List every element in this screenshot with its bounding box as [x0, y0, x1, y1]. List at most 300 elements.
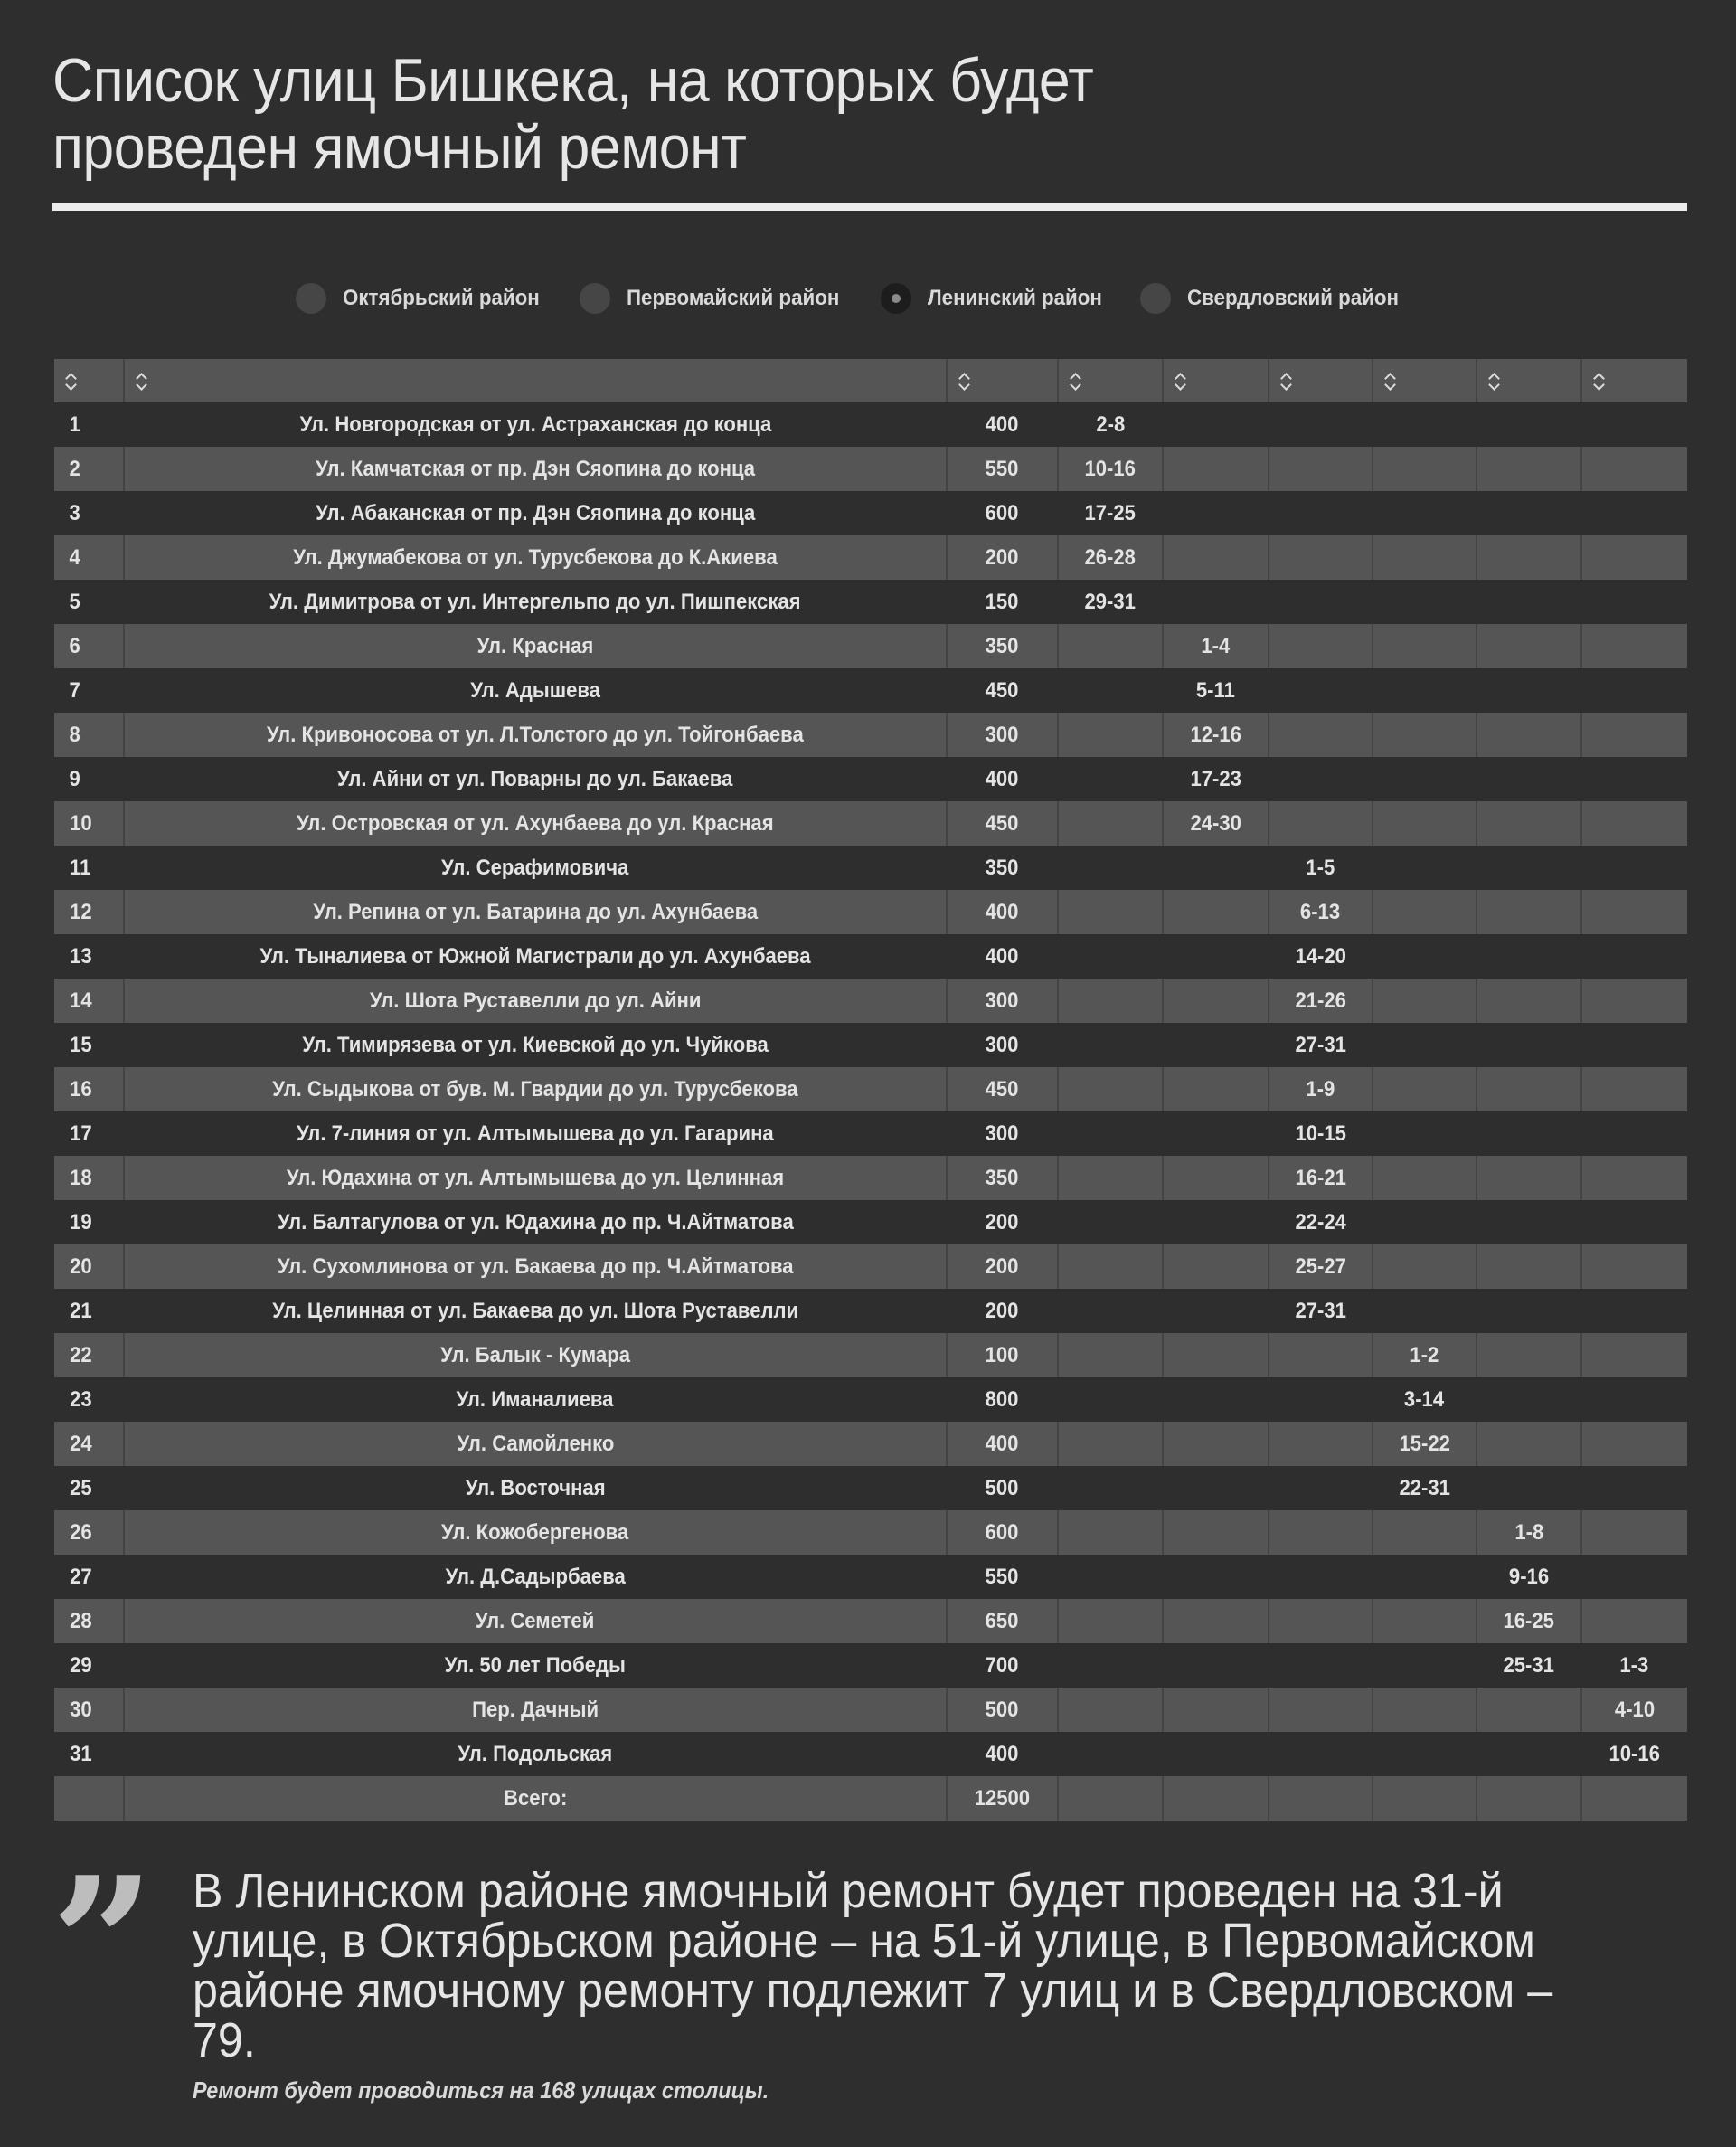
- street-name: [124, 1555, 947, 1599]
- date-range-cell: [1163, 934, 1269, 979]
- quote-text: В Ленинском районе ямочный ремонт будет проведен на 31-й улице, в Октябрьском районе – на 51-й улице, в Первомайском районе ямочному ремонту подлежит 7 улиц и в Свердловском – 79.: [193, 1864, 1553, 2067]
- row-number-text: 23: [70, 1386, 92, 1412]
- date-range-cell: [1581, 1599, 1687, 1643]
- row-number: [54, 1466, 124, 1510]
- date-range-cell: [1058, 1732, 1163, 1776]
- row-number-text: 7: [69, 677, 80, 703]
- date-range-cell: [1269, 1289, 1373, 1333]
- length-m-text: 550: [986, 456, 1019, 481]
- length-m-text: 450: [986, 810, 1019, 836]
- date-range-cell: [1373, 491, 1477, 535]
- row-number-text: 4: [69, 544, 80, 570]
- date-range-cell: [1058, 1289, 1163, 1333]
- radio-unselected-icon[interactable]: [296, 283, 326, 314]
- row-number: [54, 713, 124, 757]
- date-range-cell: [1581, 624, 1687, 668]
- street-name-text: Ул. Восточная: [465, 1475, 606, 1500]
- date-range-cell: [1581, 934, 1687, 979]
- date-range-cell: [1477, 402, 1581, 447]
- date-range-cell: [1269, 1688, 1373, 1732]
- row-number: [54, 1555, 124, 1599]
- length-m: [947, 1111, 1058, 1156]
- date-range-cell: [1581, 1023, 1687, 1067]
- street-name-text: Ул. 7-линия от ул. Алтымышева до ул. Гагарина: [297, 1121, 774, 1146]
- row-number-text: 9: [69, 766, 80, 791]
- length-m: [947, 1244, 1058, 1289]
- length-m: [947, 1333, 1058, 1377]
- length-m: [947, 624, 1058, 668]
- street-name: [124, 1510, 947, 1555]
- date-range-cell: [1163, 447, 1269, 491]
- length-m-text: 300: [986, 722, 1019, 747]
- row-number: [54, 535, 124, 580]
- district-radio-1[interactable]: [296, 283, 554, 314]
- date-range-cell: [1477, 1156, 1581, 1200]
- title-divider: [52, 203, 1687, 211]
- street-name: [124, 1067, 947, 1111]
- length-m: [947, 757, 1058, 801]
- row-number-text: 31: [70, 1741, 92, 1766]
- sort-updown-icon[interactable]: [1488, 372, 1501, 392]
- length-m: [947, 713, 1058, 757]
- date-range-cell: [1581, 1732, 1687, 1776]
- date-range-cell: [1373, 1200, 1477, 1244]
- street-name: [124, 624, 947, 668]
- street-name-text: Ул. Димитрова от ул. Интергельпо до ул. Пишпекская: [269, 589, 801, 614]
- date-range-cell: [1269, 846, 1373, 890]
- date-range-cell: [1477, 1732, 1581, 1776]
- date-range-cell: [1058, 979, 1163, 1023]
- date-range-cell: [1058, 491, 1163, 535]
- date-range-cell: [1477, 668, 1581, 713]
- length-m-text: 100: [986, 1342, 1019, 1367]
- length-m: [947, 934, 1058, 979]
- date-range-cell: [1058, 890, 1163, 934]
- table-row: [54, 934, 1687, 979]
- street-name-text: Ул. Джумабекова от ул. Турусбекова до К.Акиева: [293, 544, 778, 570]
- date-range-cell: [1269, 1732, 1373, 1776]
- length-m-text: 350: [986, 633, 1019, 658]
- street-name-text: Ул. Айни от ул. Поварны до ул. Бакаева: [337, 766, 733, 791]
- column-header-3[interactable]: [947, 359, 1058, 402]
- table-row: [54, 801, 1687, 846]
- street-name: [124, 1200, 947, 1244]
- date-range-cell: [1163, 1244, 1269, 1289]
- date-range-cell: [1058, 713, 1163, 757]
- column-header-4[interactable]: [1058, 359, 1163, 402]
- length-m: [947, 1466, 1058, 1510]
- date-range-cell: [1058, 1599, 1163, 1643]
- date-range-cell: [1373, 1023, 1477, 1067]
- length-m: [947, 1688, 1058, 1732]
- length-m: [947, 1289, 1058, 1333]
- radio-unselected-icon[interactable]: [580, 283, 610, 314]
- date-range-cell: [1477, 580, 1581, 624]
- date-range-cell-text: 17-23: [1190, 766, 1241, 791]
- length-m-text: 400: [986, 1741, 1019, 1766]
- row-number: [54, 1732, 124, 1776]
- date-range-cell: [1058, 1333, 1163, 1377]
- date-range-cell: [1058, 1643, 1163, 1688]
- date-range-cell: [1373, 890, 1477, 934]
- date-range-cell: [1058, 447, 1163, 491]
- date-range-cell: [1581, 1377, 1687, 1422]
- row-number: [54, 934, 124, 979]
- date-range-cell: [1269, 1333, 1373, 1377]
- row-number: [54, 402, 124, 447]
- date-range-cell: [1269, 1510, 1373, 1555]
- row-number: [54, 1289, 124, 1333]
- district-radio-label: Первомайский район: [627, 286, 840, 310]
- row-number-text: 24: [70, 1431, 92, 1456]
- radio-selected-icon[interactable]: [881, 283, 911, 314]
- date-range-cell: [1058, 1688, 1163, 1732]
- street-name-text: Ул. Сыдыкова от був. М. Гвардии до ул. Турусбекова: [272, 1076, 798, 1102]
- table-row: [54, 979, 1687, 1023]
- date-range-cell: [1581, 801, 1687, 846]
- row-number: [54, 1422, 124, 1466]
- row-number: [54, 1599, 124, 1643]
- date-range-cell: [1163, 979, 1269, 1023]
- date-range-cell: [1163, 402, 1269, 447]
- length-m-text: 500: [986, 1475, 1019, 1500]
- row-number-text: 3: [69, 500, 80, 525]
- date-range-cell: [1269, 1244, 1373, 1289]
- date-range-cell-text: 26-28: [1084, 544, 1137, 570]
- row-number-text: 27: [70, 1564, 92, 1589]
- street-name: [124, 1023, 947, 1067]
- date-range-cell: [1058, 402, 1163, 447]
- date-range-cell: [1477, 801, 1581, 846]
- date-range-cell: [1163, 1289, 1269, 1333]
- length-m: [947, 979, 1058, 1023]
- date-range-cell-text: 12-16: [1190, 722, 1241, 747]
- street-name: [124, 1111, 947, 1156]
- length-m-text: 450: [986, 677, 1019, 703]
- column-header-7[interactable]: [1373, 359, 1477, 402]
- date-range-cell-text: 1-8: [1514, 1519, 1543, 1545]
- date-range-cell: [1477, 1555, 1581, 1599]
- table-row: [54, 713, 1687, 757]
- date-range-cell: [1477, 1643, 1581, 1688]
- total-empty-cell: [1373, 1776, 1477, 1821]
- date-range-cell: [1581, 890, 1687, 934]
- date-range-cell-text: 24-30: [1190, 810, 1241, 836]
- street-name-text: Ул. Семетей: [476, 1608, 595, 1633]
- date-range-cell: [1581, 1289, 1687, 1333]
- date-range-cell: [1058, 1023, 1163, 1067]
- sort-updown-icon[interactable]: [1593, 372, 1606, 392]
- table-row: [54, 1377, 1687, 1422]
- row-number: [54, 1111, 124, 1156]
- district-radio-label: Октябрьский район: [342, 286, 540, 310]
- table-row: [54, 1200, 1687, 1244]
- total-empty-cell: [1581, 1776, 1687, 1821]
- date-range-cell: [1058, 1067, 1163, 1111]
- street-name: [124, 1244, 947, 1289]
- date-range-cell: [1058, 1156, 1163, 1200]
- date-range-cell: [1373, 624, 1477, 668]
- column-header-8[interactable]: [1477, 359, 1581, 402]
- total-empty-cell: [1058, 1776, 1163, 1821]
- row-number-text: 16: [70, 1076, 92, 1102]
- street-name: [124, 1377, 947, 1422]
- length-m: [947, 1422, 1058, 1466]
- column-header-6[interactable]: [1269, 359, 1373, 402]
- date-range-cell: [1269, 580, 1373, 624]
- table-row: [54, 447, 1687, 491]
- street-name-text: Ул. Шота Руставелли до ул. Айни: [369, 988, 702, 1013]
- date-range-cell: [1058, 624, 1163, 668]
- date-range-cell-text: 25-31: [1503, 1652, 1555, 1678]
- date-range-cell-text: 27-31: [1295, 1298, 1346, 1323]
- column-header-1[interactable]: [54, 359, 124, 402]
- column-header-5[interactable]: [1163, 359, 1269, 402]
- sort-updown-icon[interactable]: [136, 372, 148, 392]
- length-m: [947, 1599, 1058, 1643]
- date-range-cell-text: 9-16: [1508, 1564, 1550, 1589]
- date-range-cell: [1163, 1023, 1269, 1067]
- date-range-cell: [1058, 757, 1163, 801]
- quote-mark-icon: ”: [51, 1838, 156, 2050]
- date-range-cell-text: 16-21: [1295, 1165, 1346, 1190]
- table-row: [54, 1599, 1687, 1643]
- date-range-cell: [1269, 1377, 1373, 1422]
- page-title: Список улиц Бишкека, на которых будет проведен ямочный ремонт: [52, 46, 1094, 182]
- row-number: [54, 447, 124, 491]
- table-row: [54, 757, 1687, 801]
- row-number-text: 2: [69, 456, 80, 481]
- sort-updown-icon[interactable]: [65, 372, 78, 392]
- table-row: [54, 1156, 1687, 1200]
- length-m: [947, 402, 1058, 447]
- date-range-cell: [1477, 491, 1581, 535]
- date-range-cell: [1581, 535, 1687, 580]
- row-number-text: 30: [70, 1697, 92, 1722]
- date-range-cell: [1058, 801, 1163, 846]
- length-m-text: 800: [986, 1386, 1019, 1412]
- date-range-cell: [1477, 979, 1581, 1023]
- date-range-cell: [1477, 934, 1581, 979]
- length-m: [947, 535, 1058, 580]
- date-range-cell-text: 1-5: [1306, 855, 1335, 880]
- length-m-text: 200: [986, 1253, 1019, 1279]
- sort-updown-icon[interactable]: [1280, 372, 1293, 392]
- street-name: [124, 846, 947, 890]
- table-row: [54, 1643, 1687, 1688]
- date-range-cell: [1269, 1643, 1373, 1688]
- total-empty-cell: [1163, 1776, 1269, 1821]
- date-range-cell: [1163, 1510, 1269, 1555]
- date-range-cell: [1373, 1599, 1477, 1643]
- date-range-cell: [1269, 1200, 1373, 1244]
- total-label-text: Всего:: [503, 1785, 568, 1811]
- row-number: [54, 1067, 124, 1111]
- length-m: [947, 580, 1058, 624]
- row-number: [54, 1244, 124, 1289]
- street-name-text: Ул. Подольская: [458, 1741, 613, 1766]
- date-range-cell: [1581, 979, 1687, 1023]
- date-range-cell-text: 10-15: [1295, 1121, 1346, 1146]
- date-range-cell-text: 1-9: [1306, 1076, 1335, 1102]
- table-total-row: [54, 1776, 1687, 1821]
- row-number: [54, 1643, 124, 1688]
- date-range-cell: [1581, 1111, 1687, 1156]
- date-range-cell: [1581, 491, 1687, 535]
- date-range-cell: [1058, 1200, 1163, 1244]
- length-m: [947, 447, 1058, 491]
- date-range-cell: [1373, 1289, 1477, 1333]
- street-name: [124, 801, 947, 846]
- date-range-cell: [1373, 979, 1477, 1023]
- date-range-cell: [1269, 801, 1373, 846]
- total-number: [54, 1776, 124, 1821]
- street-name: [124, 979, 947, 1023]
- row-number-text: 25: [70, 1475, 92, 1500]
- date-range-cell: [1581, 1466, 1687, 1510]
- total-length-text: 12500: [974, 1785, 1031, 1811]
- length-m: [947, 1732, 1058, 1776]
- date-range-cell: [1581, 1333, 1687, 1377]
- row-number-text: 8: [69, 722, 80, 747]
- date-range-cell: [1373, 1377, 1477, 1422]
- street-name: [124, 535, 947, 580]
- length-m: [947, 1643, 1058, 1688]
- length-m: [947, 1377, 1058, 1422]
- date-range-cell: [1373, 1555, 1477, 1599]
- row-number: [54, 1333, 124, 1377]
- date-range-cell-text: 2-8: [1096, 411, 1125, 437]
- radio-unselected-icon[interactable]: [1140, 283, 1171, 314]
- table-row: [54, 1688, 1687, 1732]
- district-filter: [0, 280, 1736, 317]
- row-number: [54, 979, 124, 1023]
- date-range-cell: [1163, 624, 1269, 668]
- street-name-text: Ул. Серафимовича: [441, 855, 629, 880]
- row-number: [54, 1200, 124, 1244]
- row-number: [54, 801, 124, 846]
- table-row: [54, 890, 1687, 934]
- row-number-text: 15: [70, 1032, 92, 1057]
- length-m-text: 700: [986, 1652, 1019, 1678]
- row-number-text: 13: [70, 943, 92, 969]
- date-range-cell-text: 10-16: [1609, 1741, 1660, 1766]
- sort-updown-icon[interactable]: [1384, 372, 1397, 392]
- date-range-cell: [1477, 1023, 1581, 1067]
- date-range-cell: [1477, 1466, 1581, 1510]
- date-range-cell: [1581, 447, 1687, 491]
- date-range-cell: [1163, 1643, 1269, 1688]
- length-m-text: 550: [986, 1564, 1019, 1589]
- table-row: [54, 402, 1687, 447]
- sort-updown-icon[interactable]: [958, 372, 971, 392]
- column-header-9[interactable]: [1581, 359, 1687, 402]
- row-number: [54, 491, 124, 535]
- date-range-cell-text: 17-25: [1084, 500, 1137, 525]
- date-range-cell: [1477, 1599, 1581, 1643]
- date-range-cell: [1058, 1555, 1163, 1599]
- table-row: [54, 1422, 1687, 1466]
- length-m: [947, 1023, 1058, 1067]
- street-name: [124, 580, 947, 624]
- row-number: [54, 846, 124, 890]
- street-name: [124, 757, 947, 801]
- date-range-cell: [1058, 1510, 1163, 1555]
- table-row: [54, 1466, 1687, 1510]
- district-radio-label: Ленинский район: [928, 286, 1102, 310]
- length-m-text: 600: [986, 500, 1019, 525]
- length-m-text: 400: [986, 1431, 1019, 1456]
- sort-updown-icon[interactable]: [1070, 372, 1082, 392]
- date-range-cell-text: 27-31: [1295, 1032, 1346, 1057]
- row-number-text: 26: [70, 1519, 92, 1545]
- date-range-cell: [1163, 668, 1269, 713]
- row-number: [54, 890, 124, 934]
- date-range-cell: [1269, 491, 1373, 535]
- row-number-text: 12: [70, 899, 92, 924]
- street-name-text: Ул. Адышева: [470, 677, 600, 703]
- street-name: [124, 1289, 947, 1333]
- table-row: [54, 580, 1687, 624]
- date-range-cell: [1477, 535, 1581, 580]
- date-range-cell: [1373, 1422, 1477, 1466]
- street-name: [124, 890, 947, 934]
- table-row: [54, 1023, 1687, 1067]
- street-name-text: Ул. Балтагулова от ул. Юдахина до пр. Ч.Айтматова: [277, 1209, 794, 1234]
- row-number-text: 29: [70, 1652, 92, 1678]
- date-range-cell: [1058, 1466, 1163, 1510]
- table-row: [54, 1510, 1687, 1555]
- date-range-cell: [1581, 1244, 1687, 1289]
- date-range-cell: [1163, 535, 1269, 580]
- street-name-text: Ул. Юдахина от ул. Алтымышева до ул. Целинная: [286, 1165, 785, 1190]
- district-radio-4[interactable]: [1140, 283, 1415, 314]
- date-range-cell: [1477, 1377, 1581, 1422]
- length-m-text: 350: [986, 855, 1019, 880]
- total-length: [947, 1776, 1058, 1821]
- length-m-text: 300: [986, 1032, 1019, 1057]
- column-header-2[interactable]: [124, 359, 947, 402]
- sort-updown-icon[interactable]: [1175, 372, 1187, 392]
- date-range-cell: [1269, 447, 1373, 491]
- date-range-cell: [1269, 934, 1373, 979]
- quote-note: Ремонт будет проводиться на 168 улицах столицы.: [193, 2076, 769, 2104]
- date-range-cell: [1058, 668, 1163, 713]
- date-range-cell: [1373, 846, 1477, 890]
- date-range-cell: [1373, 1643, 1477, 1688]
- length-m: [947, 1200, 1058, 1244]
- street-name-text: Пер. Дачный: [472, 1697, 599, 1722]
- row-number: [54, 668, 124, 713]
- district-radio-2[interactable]: [580, 283, 855, 314]
- date-range-cell: [1163, 1555, 1269, 1599]
- date-range-cell: [1163, 757, 1269, 801]
- street-name: [124, 1643, 947, 1688]
- date-range-cell: [1373, 1732, 1477, 1776]
- date-range-cell: [1477, 624, 1581, 668]
- date-range-cell: [1477, 846, 1581, 890]
- date-range-cell: [1373, 535, 1477, 580]
- district-radio-3[interactable]: [881, 283, 1115, 314]
- date-range-cell: [1163, 1466, 1269, 1510]
- date-range-cell: [1269, 1422, 1373, 1466]
- length-m-text: 650: [986, 1608, 1019, 1633]
- row-number-text: 20: [70, 1253, 92, 1279]
- length-m-text: 400: [986, 766, 1019, 791]
- date-range-cell: [1269, 757, 1373, 801]
- row-number-text: 5: [69, 589, 80, 614]
- date-range-cell: [1477, 447, 1581, 491]
